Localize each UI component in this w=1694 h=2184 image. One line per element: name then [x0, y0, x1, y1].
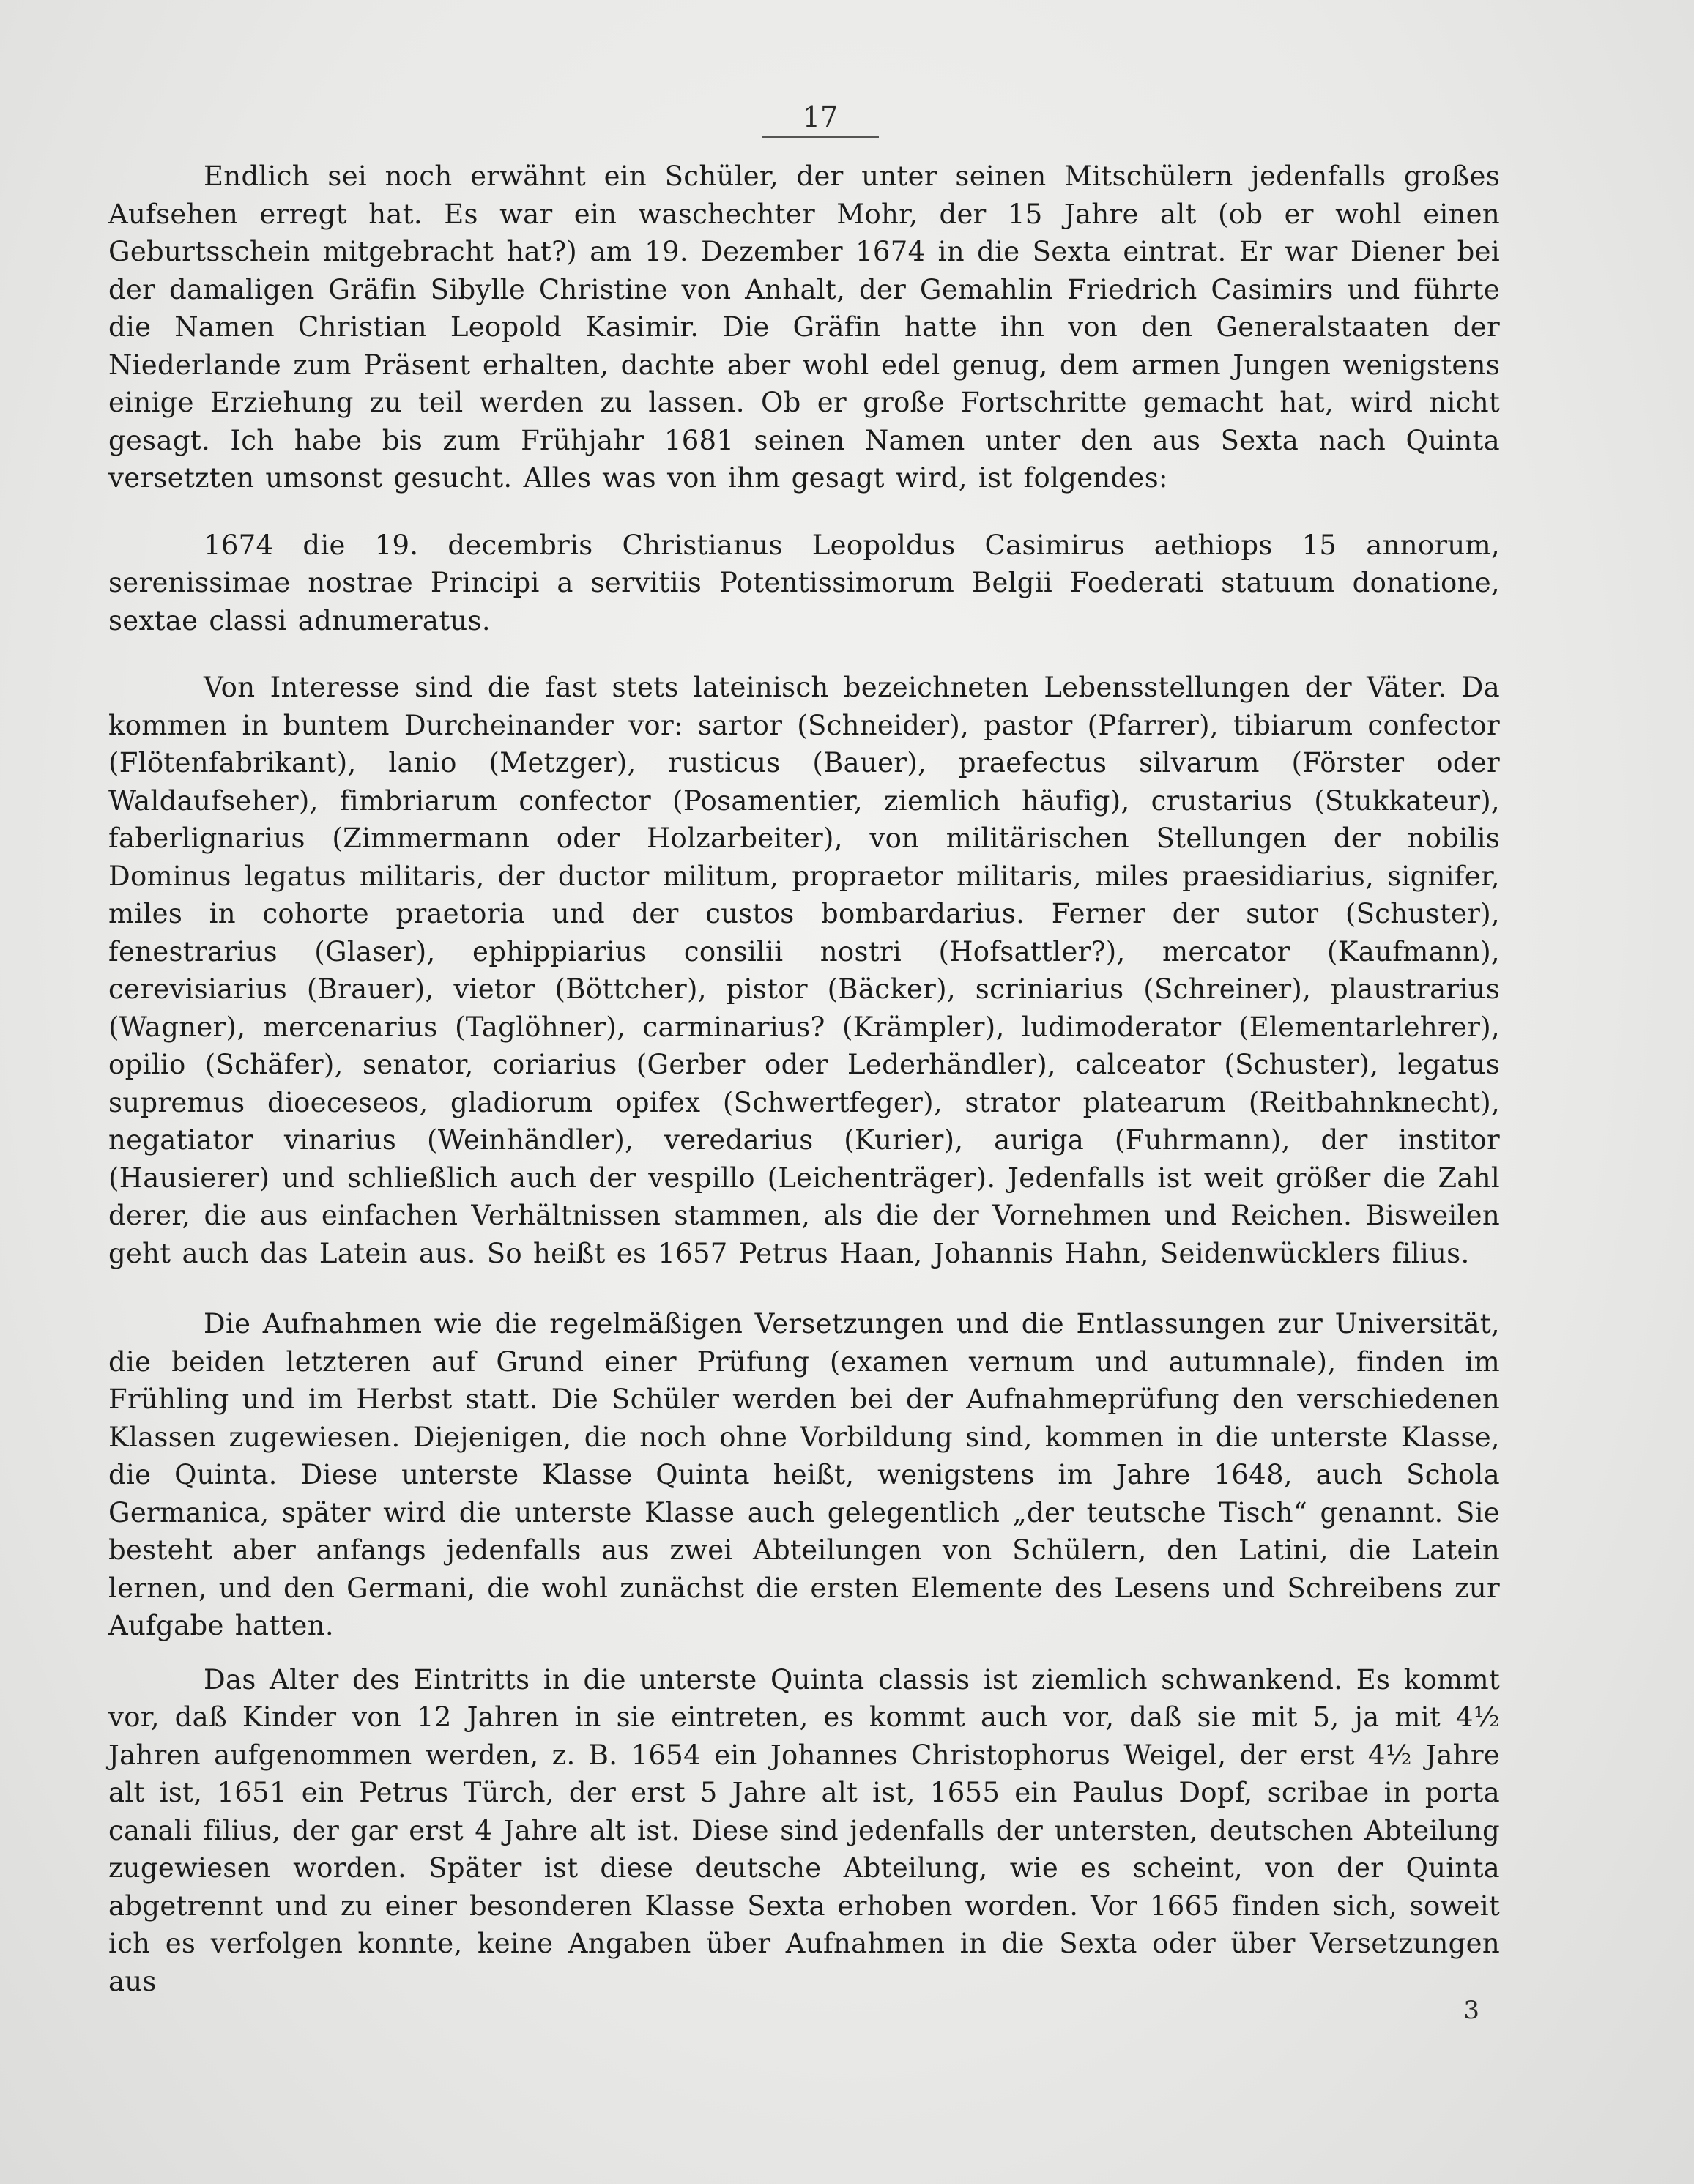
paragraph-fathers-occupations: Von Interesse sind die fast stets lateinisch bezeichneten Lebensstellungen der Väter. Da kommen in buntem Durcheinander vor: sartor (Schneider), pastor (Pfarrer), tibiarum confector (Flötenfabrikant), lanio (Metzger), rusticus (Bauer), praefectus silvarum (Förster oder Waldaufseher), fimbriarum confector (Posamentier, ziemlich häufig), crustarius (Stukkateur), faberlignarius (Zimmermann oder Holzarbeiter), von militärischen Stellungen der nobilis Dominus legatus militaris, der ductor militum, propraetor militaris, miles praesidiarius, signifer, miles in cohorte praetoria und der custos bombardarius. Ferner der sutor (Schuster), fenestrarius (Glaser), ephippiarius consilii nostri (Hofsattler?), mercator (Kaufmann), cerevisiarius (Brauer), vietor (Böttcher), pistor (Bäcker), scriniarius (Schreiner), plaustrarius (Wagner), mercenarius (Taglöhner), carminarius? (Krämpler), ludimoderator (Elementarlehrer), opilio (Schäfer), senator, coriarius (Gerber oder Lederhändler), calceator (Schuster), legatus supremus dioeceseos, gladiorum opifex (Schwertfeger), strator platearum (Reitbahnknecht), negatiator vinarius (Weinhändler), veredarius (Kurier), auriga (Fuhrmann), der institor (Hausierer) und schließlich auch der vespillo (Leichenträger). Jedenfalls ist weit größer die Zahl derer, die aus einfachen Verhältnissen stammen, als die der Vornehmen und Reichen. Bisweilen geht auch das Latein aus. So heißt es 1657 Petrus Haan, Johannis Hahn, Seidenwücklers filius.	[108, 672, 1500, 1269]
paragraph-entry-age: Das Alter des Eintritts in die unterste Quinta classis ist ziemlich schwankend. Es kommt vor, daß Kinder von 12 Jahren in sie eintreten, es kommt auch vor, daß sie mit 5, ja mit 4½ Jahren aufgenommen werden, z. B. 1654 ein Johannes Christophorus Weigel, der erst 4½ Jahre alt ist, 1651 ein Petrus Türch, der erst 5 Jahre alt ist, 1655 ein Paulus Dopf, scribae in porta canali filius, der gar erst 4 Jahre alt ist. Diese sind jedenfalls der untersten, deutschen Abteilung zugewiesen worden. Später ist diese deutsche Abteilung, wie es scheint, von der Quinta abgetrennt und zu einer besonderen Klasse Sexta erhoben worden. Vor 1665 finden sich, soweit ich es verfolgen konnte, keine Angaben über Aufnahmen in die Sexta oder über Versetzungen aus	[108, 1663, 1500, 1997]
paragraph-latin-record: 1674 die 19. decembris Christianus Leopoldus Casimirus aethiops 15 annorum, serenissimae nostrae Principi a servitiis Potentissimorum Belgii Foederati statuum donatione, sextae classi adnumeratus.	[108, 529, 1500, 636]
header-rule	[762, 136, 879, 138]
body-text	[108, 157, 1500, 2000]
signature-mark: 3	[1463, 1996, 1479, 2025]
page-number: 17	[802, 101, 839, 133]
paragraph-admissions: Die Aufnahmen wie die regelmäßigen Versetzungen und die Entlassungen zur Universität, die beiden letzteren auf Grund einer Prüfung (examen vernum und autumnale), finden im Frühling und im Herbst statt. Die Schüler werden bei der Aufnahmeprüfung den verschiedenen Klassen zugewiesen. Diejenigen, die noch ohne Vorbildung sind, kommen in die unterste Klasse, die Quinta. Diese unterste Klasse Quinta heißt, wenigstens im Jahre 1648, auch Schola Germanica, später wird die unterste Klasse auch gelegentlich „der teutsche Tisch“ genannt. Sie besteht aber anfangs jedenfalls aus zwei Abteilungen von Schülern, den Latini, die Latein lernen, und den Germani, die wohl zunächst die ersten Elemente des Lesens und Schreibens zur Aufgabe hatten.	[108, 1308, 1500, 1641]
paragraph-moor-student: Endlich sei noch erwähnt ein Schüler, der unter seinen Mitschülern jedenfalls großes Aufsehen erregt hat. Es war ein waschechter Mohr, der 15 Jahre alt (ob er wohl einen Geburtsschein mitgebracht hat?) am 19. Dezember 1674 in die Sexta eintrat. Er war Diener bei der damaligen Gräfin Sibylle Christine von Anhalt, der Gemahlin Friedrich Casimirs und führte die Namen Christian Leopold Kasimir. Die Gräfin hatte ihn von den Generalstaaten der Niederlande zum Präsent erhalten, dachte aber wohl edel genug, dem armen Jungen wenigstens einige Erziehung zu teil werden zu lassen. Ob er große Fortschritte gemacht hat, wird nicht gesagt. Ich habe bis zum Frühjahr 1681 seinen Namen unter den aus Sexta nach Quinta versetzten umsonst gesucht. Alles was von ihm gesagt wird, ist folgendes:	[108, 160, 1500, 494]
